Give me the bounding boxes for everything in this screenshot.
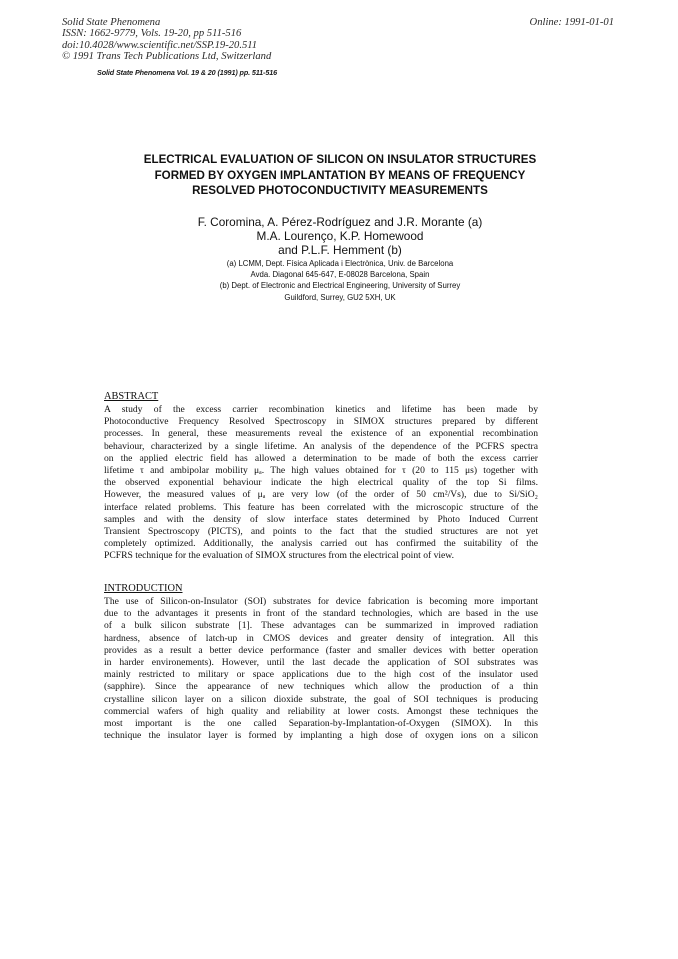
running-head: Solid State Phenomena Vol. 19 & 20 (1991) pp. 511-516 bbox=[97, 68, 278, 77]
affiliation-line: Guildford, Surrey, GU2 5XH, UK bbox=[284, 292, 396, 302]
text-line: completely optimized. Additionally, the analysis carried out has confirmed the suitability of the bbox=[104, 538, 538, 550]
title-line: RESOLVED PHOTOCONDUCTIVITY MEASUREMENTS bbox=[192, 184, 488, 197]
affiliation-line: (b) Dept. of Electronic and Electrical Engineering, University of Surrey bbox=[219, 281, 461, 291]
abstract-heading: ABSTRACT bbox=[104, 391, 159, 402]
text-line: on the applied electric field has allowed a determination to be made of both the excess carrier bbox=[104, 452, 538, 464]
abstract-body bbox=[104, 404, 538, 562]
text-line: (sapphire). Since the appearance of new techniques which allow the production of a thin bbox=[104, 681, 538, 693]
text-line: in harder environements). However, until the last decade the application of SOI substrates was bbox=[104, 656, 538, 668]
text-line: Photoconductive Frequency Resolved Spectroscopy in SIMOX structures prepared by different bbox=[104, 416, 538, 428]
text-line: mainly restricted to military or space applications due to the high cost of the insulator used bbox=[104, 669, 538, 681]
text-line: most important is the one called Separation-by-Implantation-of-Oxygen (SIMOX). In this bbox=[104, 717, 538, 729]
introduction-heading: INTRODUCTION bbox=[104, 583, 183, 594]
text-line: the observed exponential behaviour indicate the high electrical quality of the top Si films. bbox=[104, 477, 538, 489]
title-line: FORMED BY OXYGEN IMPLANTATION BY MEANS OF FREQUENCY bbox=[154, 168, 526, 182]
text-line: PCFRS technique for the evaluation of SIMOX structures from the electrical point of view. bbox=[104, 550, 455, 562]
text-line: lifetime τ and ambipolar mobility μₐ. The high values obtained for τ (20 to 115 μs) together with bbox=[104, 464, 538, 476]
journal-name: Solid State Phenomena bbox=[62, 17, 161, 28]
title-line: ELECTRICAL EVALUATION OF SILICON ON INSULATOR STRUCTURES bbox=[143, 153, 537, 166]
online-date: Online: 1991-01-01 bbox=[529, 17, 614, 28]
doi-line: doi:10.4028/www.scientific.net/SSP.19-20.511 bbox=[62, 39, 258, 51]
text-line: behaviour, characterized by a single lifetime. An analysis of the dependence of the PCFRS spectra bbox=[104, 440, 538, 452]
text-line: of a bulk silicon substrate [1]. These advantages can be summarized in improved radiation bbox=[104, 620, 538, 632]
text-line: However, the measured values of μₐ are very low (of the order of 50 cm²/Vs), due to Si/SiO₂ bbox=[104, 489, 538, 501]
text-line: samples and with the density of slow interface states determined by Photo Induced Current bbox=[104, 513, 538, 525]
affiliations bbox=[70, 258, 610, 303]
text-line: The use of Silicon-on-Insulator (SOI) substrates for device fabrication is becoming more important bbox=[104, 596, 538, 607]
text-line: technique the insulator layer is formed by implanting a high dose of oxygen ions on a silicon bbox=[104, 730, 538, 742]
author-line: and P.L.F. Hemment (b) bbox=[278, 243, 402, 257]
copyright-line: © 1991 Trans Tech Publications Ltd, Switzerland bbox=[62, 50, 272, 62]
text-line: Transient Spectroscopy (PICTS), and points to the fact that the studied structures are not yet bbox=[104, 525, 538, 537]
affiliation-line: Avda. Diagonal 645-647, E-08028 Barcelona, Spain bbox=[250, 270, 430, 280]
paper-title bbox=[70, 152, 610, 199]
introduction-body bbox=[104, 596, 538, 742]
text-line: processes. In general, these measurements reveal the existence of an exponential recombination bbox=[104, 428, 538, 440]
publication-metadata bbox=[62, 17, 271, 62]
issn-line: ISSN: 1662-9779, Vols. 19-20, pp 511-516 bbox=[62, 28, 242, 40]
text-line: crystalline silicon layer on a silicon dioxide substrate, the goal of SOI techniques is producing bbox=[104, 693, 538, 705]
text-line: provides as a result a better device performance (faster and smaller devices with better operation bbox=[104, 644, 538, 656]
text-line: interface related problems. This feature has been correlated with the microscopic structure of the bbox=[104, 501, 538, 513]
author-line: F. Coromina, A. Pérez-Rodríguez and J.R. Morante (a) bbox=[197, 215, 483, 229]
affiliation-line: (a) LCMM, Dept. Física Aplicada i Electrònica, Univ. de Barcelona bbox=[226, 259, 454, 268]
text-line: commercial wafers of high quality and reliability at lower costs. Amongst these techniques the bbox=[104, 705, 538, 717]
text-line: A study of the excess carrier recombination kinetics and lifetime has been made by bbox=[104, 404, 538, 415]
author-list bbox=[70, 215, 610, 257]
text-line: due to the advantages it presents in front of the standard technologies, which are based in the use bbox=[104, 608, 538, 620]
author-line: M.A. Lourenço, K.P. Homewood bbox=[256, 229, 424, 243]
text-line: hardness, absence of latch-up in CMOS devices and greater density of integration. All this bbox=[104, 632, 538, 644]
